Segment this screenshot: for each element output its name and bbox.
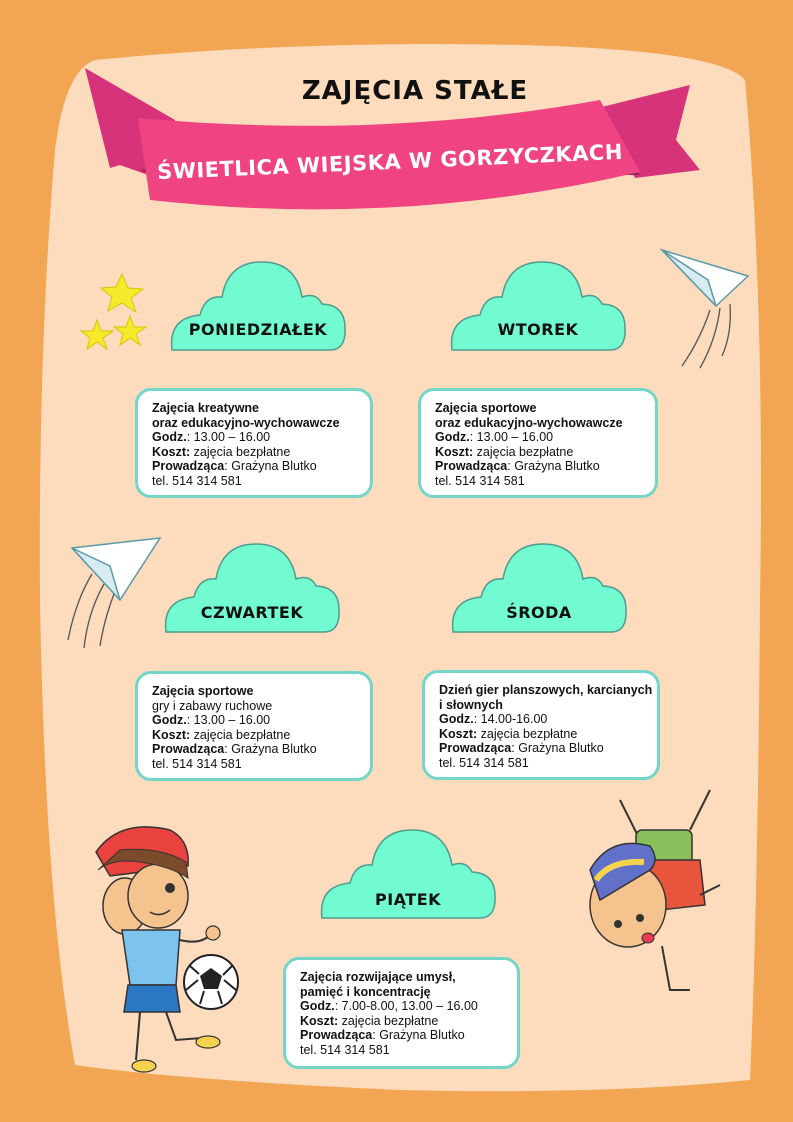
instructor-row: Prowadząca: Grażyna Blutko xyxy=(435,459,600,473)
page-title: ZAJĘCIA STAŁE xyxy=(301,76,529,106)
hours-row: Godz.: 13.00 – 16.00 xyxy=(152,713,271,727)
activity-title: Zajęcia sportowe xyxy=(435,401,537,415)
cost-row: Koszt: zajęcia bezpłatne xyxy=(435,444,574,459)
hours-row: Godz.: 7.00-8.00, 13.00 – 16.00 xyxy=(300,999,478,1013)
ribbon-subtitle: ŚWIETLICA WIEJSKA W GORZYCZKACH xyxy=(156,139,624,185)
schedule-card-monday xyxy=(135,388,373,498)
instructor-row: Prowadząca: Grażyna Blutko xyxy=(439,741,604,755)
phone-row: tel. 514 314 581 xyxy=(300,1042,390,1057)
football-icon xyxy=(184,955,238,1009)
schedule-card-wednesday xyxy=(422,670,660,780)
activity-subtitle: oraz edukacyjno-wychowawcze xyxy=(435,415,623,430)
instructor-row: Prowadząca: Grażyna Blutko xyxy=(152,742,317,756)
hours-row: Godz.: 14.00-16.00 xyxy=(439,712,548,726)
phone-row: tel. 514 314 581 xyxy=(152,756,242,771)
day-label-monday: PONIEDZIAŁEK xyxy=(188,320,328,339)
day-label-tuesday: WTOREK xyxy=(497,320,579,339)
activity-subtitle: pamięć i koncentrację xyxy=(300,984,431,999)
cost-row: Koszt: zajęcia bezpłatne xyxy=(439,726,578,741)
activity-subtitle: i słownych xyxy=(439,697,503,712)
day-label-friday: PIĄTEK xyxy=(374,890,442,909)
schedule-card-thursday xyxy=(135,671,373,781)
activity-title: Dzień gier planszowych, karcianych xyxy=(439,683,653,697)
phone-row: tel. 514 314 581 xyxy=(435,473,525,488)
hours-row: Godz.: 13.00 – 16.00 xyxy=(435,430,554,444)
day-label-wednesday: ŚRODA xyxy=(506,603,572,622)
activity-title: Zajęcia sportowe xyxy=(152,684,254,698)
cost-row: Koszt: zajęcia bezpłatne xyxy=(300,1013,439,1028)
activity-subtitle: oraz edukacyjno-wychowawcze xyxy=(152,415,340,430)
phone-row: tel. 514 314 581 xyxy=(152,473,242,488)
phone-row: tel. 514 314 581 xyxy=(439,755,529,770)
activity-title: Zajęcia rozwijające umysł, xyxy=(300,970,456,984)
instructor-row: Prowadząca: Grażyna Blutko xyxy=(152,459,317,473)
instructor-row: Prowadząca: Grażyna Blutko xyxy=(300,1028,465,1042)
activity-subtitle: gry i zabawy ruchowe xyxy=(152,698,273,713)
day-label-thursday: CZWARTEK xyxy=(200,603,304,622)
cost-row: Koszt: zajęcia bezpłatne xyxy=(152,727,291,742)
hours-row: Godz.: 13.00 – 16.00 xyxy=(152,430,271,444)
schedule-card-friday xyxy=(283,957,520,1069)
activity-title: Zajęcia kreatywne xyxy=(152,401,260,415)
schedule-card-tuesday xyxy=(418,388,658,498)
cost-row: Koszt: zajęcia bezpłatne xyxy=(152,444,291,459)
